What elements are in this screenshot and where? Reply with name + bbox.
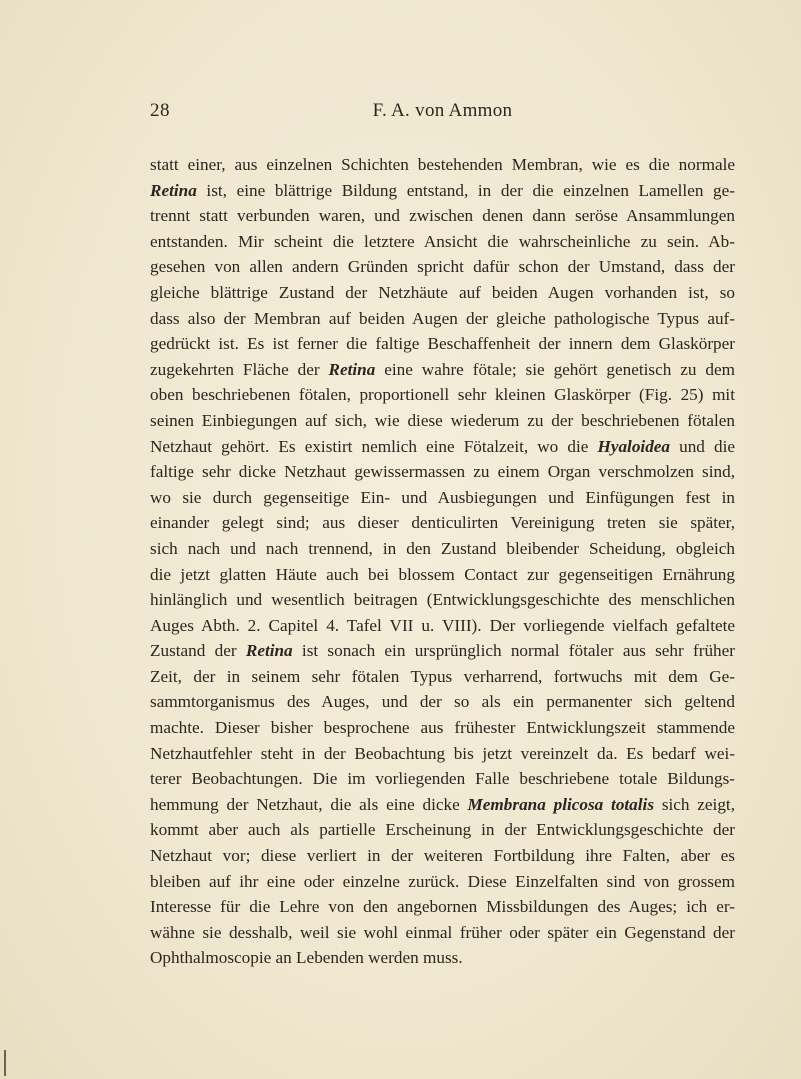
text-segment: seinen Einbiegungen auf sich, wie diese wiederum zu der beschriebenen fötalen [150, 410, 735, 430]
text-line [150, 817, 735, 843]
text-segment: statt einer, aus einzelnen Schichten bestehenden Membran, wie es die normale [150, 155, 735, 174]
text-segment: ist sonach ein ursprünglich normal fötaler aus sehr früher [292, 641, 735, 661]
text-line [150, 894, 735, 920]
text-segment: hemmung der Netzhaut, die als eine dicke [150, 794, 468, 814]
italic-term: Membrana plicosa totalis [467, 794, 655, 814]
text-segment: Netzhaut vor; diese verliert in der weiteren Fortbildung ihre Falten, aber es [150, 846, 735, 866]
italic-term: Retina [245, 641, 293, 661]
italic-term: Hyaloidea [597, 436, 671, 456]
text-line [150, 792, 735, 818]
text-segment: Ophthalmoscopie an Lebenden werden muss. [150, 948, 463, 968]
text-line [150, 869, 735, 895]
running-head: F. A. von Ammon [372, 100, 513, 121]
text-segment: zugekehrten Fläche der [150, 359, 329, 379]
text-line [150, 357, 735, 383]
text-line [150, 178, 735, 204]
text-line [150, 229, 735, 255]
text-line [150, 766, 735, 792]
text-line [150, 689, 735, 715]
page-number: 28 [150, 100, 170, 121]
text-segment: wo sie durch gegenseitige Ein- und Ausbiegungen und Einfügungen fest in [150, 487, 735, 507]
italic-term: Retina [328, 359, 376, 379]
text-segment: ist, eine blättrige Bildung entstand, in der die einzelnen Lamellen ge- [196, 180, 735, 200]
text-line [150, 664, 735, 690]
text-segment: Netzhautfehler steht in der Beobachtung bis jetzt vereinzelt da. Es bedarf wei- [150, 743, 735, 763]
text-line [150, 536, 735, 562]
text-line [150, 638, 735, 664]
text-segment: terer Beobachtungen. Die im vorliegenden Falle beschriebene totale Bildungs- [150, 769, 735, 789]
text-line [150, 254, 735, 280]
text-segment: Interesse für die Lehre von den angebornen Missbildungen des Auges; ich er- [150, 897, 735, 917]
text-line [150, 613, 735, 639]
italic-term: Retina [150, 180, 197, 200]
text-line [150, 562, 735, 588]
text-line [150, 152, 735, 178]
text-segment: hinlänglich und wesentlich beitragen (Entwicklungsgeschichte des menschlichen [150, 590, 735, 610]
text-segment: sich nach und nach trennend, in den Zustand bleibender Scheidung, obgleich [150, 538, 735, 558]
text-line [150, 843, 735, 869]
text-segment: trennt statt verbunden waren, und zwischen denen dann seröse Ansammlungen [150, 206, 735, 226]
text-segment: Zustand der [150, 641, 246, 661]
text-line [150, 408, 735, 434]
text-line [150, 459, 735, 485]
text-segment: faltige sehr dicke Netzhaut gewissermassen zu einem Organ verschmolzen sind, [150, 462, 735, 482]
text-line [150, 485, 735, 511]
text-line [150, 382, 735, 408]
text-segment: die jetzt glatten Häute auch bei blossem Contact zur gegenseitigen Ernährung [150, 564, 735, 584]
text-segment: einander gelegt sind; aus dieser denticulirten Vereinigung treten sie später, [150, 513, 735, 533]
text-segment: machte. Dieser bisher besprochene aus frühester Entwicklungszeit stammende [150, 718, 735, 738]
text-line [150, 203, 735, 229]
text-segment: Netzhaut gehört. Es existirt nemlich eine Fötalzeit, wo die [150, 436, 598, 456]
text-segment: bleiben auf ihr eine oder einzelne zurück. Diese Einzelfalten sind von grossem [150, 871, 735, 891]
text-segment: gleiche blättrige Zustand der Netzhäute auf beiden Augen vorhanden ist, so [150, 282, 735, 302]
text-segment: sich zeigt, [654, 794, 735, 814]
text-segment: Auges Abth. 2. Capitel 4. Tafel VII u. VIII). Der vorliegende vielfach gefaltete [150, 615, 735, 635]
text-segment: gesehen von allen andern Gründen spricht dafür schon der Umstand, dass der [150, 257, 735, 277]
body-text [150, 152, 735, 971]
text-segment: eine wahre fötale; sie gehört genetisch zu dem [375, 359, 735, 379]
text-line [150, 920, 735, 946]
text-segment: gedrückt ist. Es ist ferner die faltige Beschaffenheit der innern dem Glaskörper [150, 334, 735, 354]
page-edge-mark [4, 1050, 6, 1076]
page-header [150, 100, 735, 130]
text-line [150, 434, 735, 460]
text-line [150, 741, 735, 767]
text-line [150, 715, 735, 741]
text-line [150, 280, 735, 306]
text-line [150, 510, 735, 536]
text-segment: dass also der Membran auf beiden Augen der gleiche pathologische Typus auf- [150, 308, 735, 328]
text-segment: kommt aber auch als partielle Erscheinung in der Entwicklungsgeschichte der [150, 820, 735, 840]
text-line [150, 945, 735, 971]
text-line [150, 331, 735, 357]
text-segment: oben beschriebenen fötalen, proportionell sehr kleinen Glaskörper (Fig. 25) mit [150, 385, 735, 405]
text-segment: wähne sie desshalb, weil sie wohl einmal früher oder später ein Gegenstand der [150, 922, 735, 942]
text-segment: und die [670, 436, 735, 456]
text-segment: sammtorganismus des Auges, und der so als ein permanenter sich geltend [150, 692, 735, 712]
text-segment: entstanden. Mir scheint die letztere Ansicht die wahrscheinliche zu sein. Ab- [150, 231, 735, 251]
text-segment: Zeit, der in seinem sehr fötalen Typus verharrend, fortwuchs mit dem Ge- [150, 666, 735, 686]
text-line [150, 587, 735, 613]
text-line [150, 306, 735, 332]
